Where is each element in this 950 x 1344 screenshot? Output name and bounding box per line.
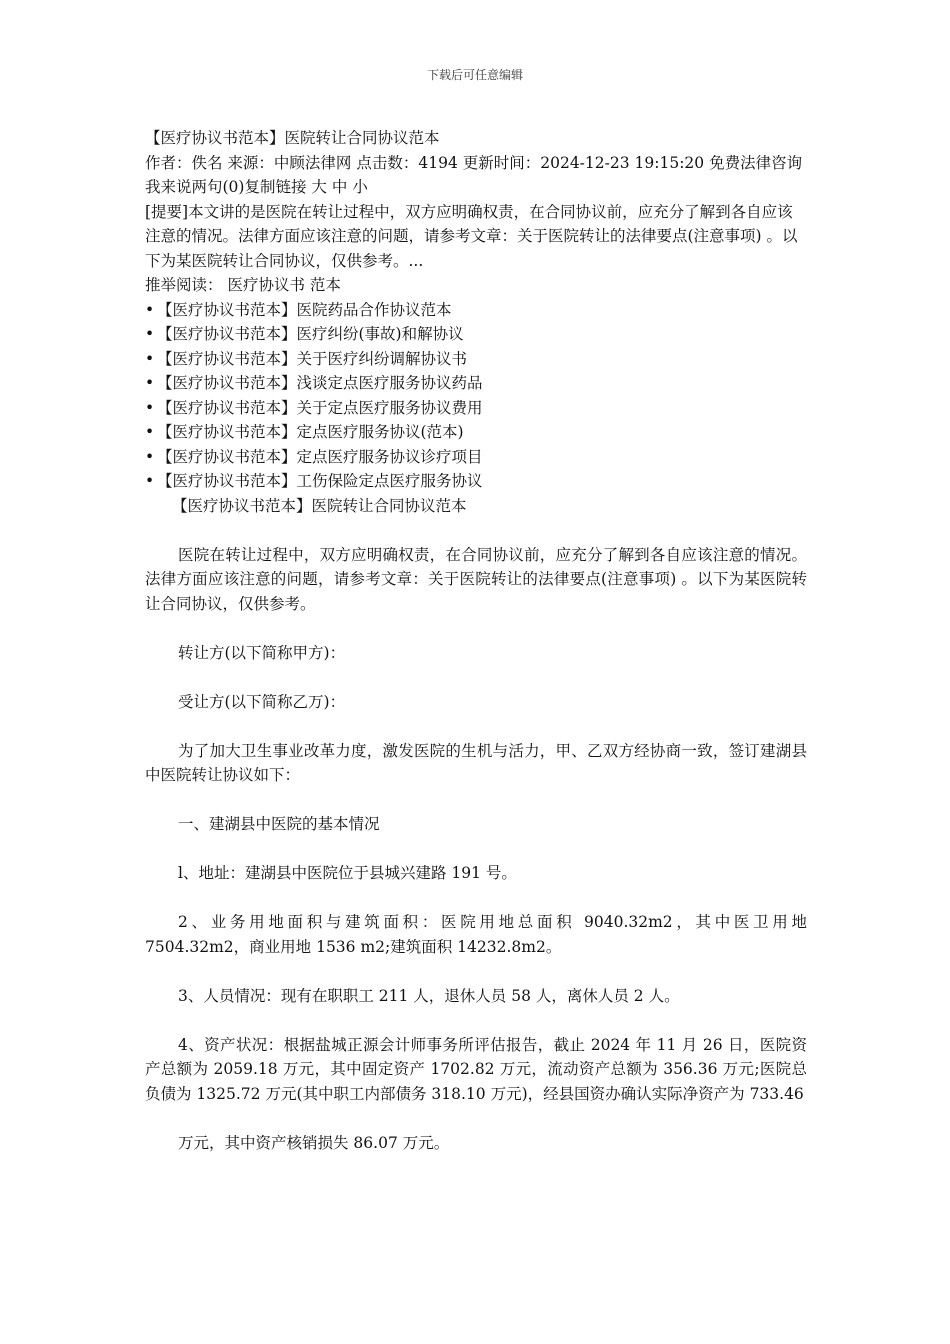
related-article-link[interactable]: 【医疗协议书范本】医院药品合作协议范本 [157,300,452,319]
body-title: 【医疗协议书范本】医院转让合同协议范本 [172,496,467,515]
list-item [145,347,807,372]
bullet-icon: • [145,472,155,490]
bullet-icon: • [145,300,155,319]
related-articles-list [145,298,807,494]
body-paragraph: 4、资产状况：根据盐城正源会计师事务所评估报告，截止 2024 年 11 月 26 日，医院资产总额为 2059.18 万元，其中固定资产 1702.82 万元，流动资产总额为 356.36 万元;医院总负债为 1325.72 万元(其中职工内部债务 318.10 万元)，经县国资办确认实际净资产为 733.46 [145,1035,807,1103]
font-size-medium-button[interactable]: 中 [331,178,348,196]
article-toolbar [145,175,807,200]
article-meta: 作者：佚名 来源：中顾法律网 点击数：4194 更新时间：2024-12-23 19:15:20 免费法律咨询 [145,153,803,172]
related-article-link[interactable]: 【医疗协议书范本】工伤保险定点医疗服务协议 [157,472,483,490]
bullet-icon: • [145,423,155,441]
list-item [145,371,807,396]
list-item [145,469,807,494]
comment-link[interactable]: 我来说两句(0) [145,178,245,196]
related-article-link[interactable]: 【医疗协议书范本】定点医疗服务协议诊疗项目 [157,447,483,466]
bullet-icon: • [145,398,155,417]
body-paragraph: l、地址：建湖县中医院位于县城兴建路 191 号。 [178,864,517,882]
section-heading: 一、建湖县中医院的基本情况 [178,815,380,833]
related-article-link[interactable]: 【医疗协议书范本】关于定点医疗服务协议费用 [157,398,483,417]
body-paragraph: 医院在转让过程中，双方应明确权责，在合同协议前，应充分了解到各自应该注意的情况。法律方面应该注意的问题，请参考文章：关于医院转让的法律要点(注意事项) 。以下为某医院转让合同协议，仅供参考。 [145,545,807,613]
related-article-link[interactable]: 【医疗协议书范本】浅谈定点医疗服务协议药品 [157,374,483,392]
font-size-small-button[interactable]: 小 [352,178,368,196]
body-paragraph: 受让方(以下简称乙万)： [178,692,346,711]
bullet-icon: • [145,349,155,368]
body-paragraph: 万元，其中资产核销损失 86.07 万元。 [178,1133,450,1152]
bullet-icon: • [145,325,155,343]
article-summary: [提要]本文讲的是医院在转让过程中，双方应明确权责，在合同协议前，应充分了解到各自应该注意的情况。法律方面应该注意的问题，请参考文章：关于医院转让的法律要点(注意事项) 。以下为某医院转让合同协议，仅供参考。... [145,202,798,270]
related-article-link[interactable]: 【医疗协议书范本】定点医疗服务协议(范本) [157,423,464,441]
recommend-reading [145,273,807,298]
list-item [145,445,807,470]
body-paragraph: 转让方(以下简称甲方)： [178,643,346,662]
list-item [145,298,807,323]
font-size-large-button[interactable]: 大 [311,178,327,196]
list-item [145,322,807,347]
related-article-link[interactable]: 【医疗协议书范本】医疗纠纷(事故)和解协议 [157,325,464,343]
bullet-icon: • [145,447,155,466]
body-paragraph: 为了加大卫生事业改革力度，激发医院的生机与活力，甲、乙双方经协商一致，签订建湖县中医院转让协议如下： [145,741,807,784]
article-content [145,126,807,1155]
recommend-label: 推举阅读： [145,276,223,294]
recommend-tags-link[interactable]: 医疗协议书 范本 [227,276,341,294]
related-article-link[interactable]: 【医疗协议书范本】关于医疗纠纷调解协议书 [157,349,468,368]
bullet-icon: • [145,374,155,392]
body-paragraph: 3、人员情况：现有在职职工 211 人，退休人员 58 人，离休人员 2 人。 [178,986,680,1005]
article-title: 【医疗协议书范本】医院转让合同协议范本 [145,129,440,147]
copy-link-button[interactable]: 复制链接 [244,178,307,196]
list-item [145,420,807,445]
body-paragraph: 2、业务用地面积与建筑面积：医院用地总面积 9040.32m2，其中医卫用地 7504.32m2，商业用地 1536 m2;建筑面积 14232.8m2。 [145,913,807,956]
page-header-note: 下载后可任意编辑 [426,68,523,82]
list-item [145,396,807,421]
